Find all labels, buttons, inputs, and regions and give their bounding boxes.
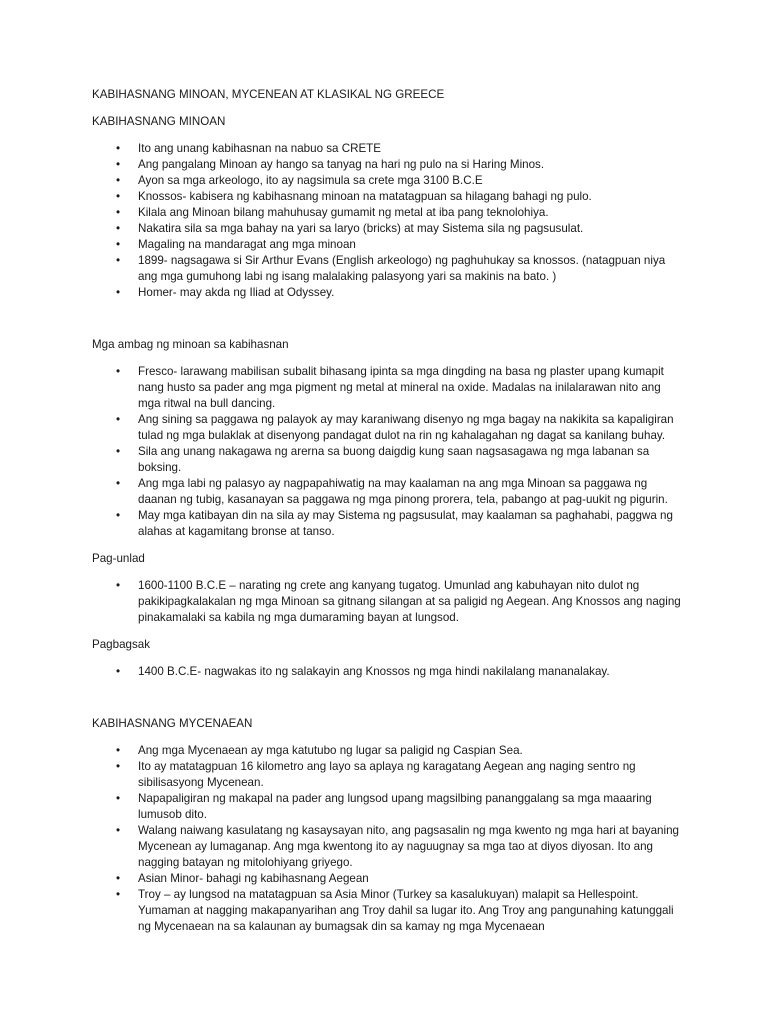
list-item: • Kilala ang Minoan bilang mahuhusay gumamit ng metal at iba pang teknolohiya. — [92, 205, 682, 221]
list-item: • Ito ay matatagpuan 16 kilometro ang layo sa aplaya ng karagatang Aegean ang naging sentro ng sibilisasyong Mycenean. — [92, 759, 682, 791]
mycenaean-bullet-list — [92, 743, 682, 935]
list-item: • Napapaligiran ng makapal na pader ang lungsod upang magsilbing pananggalang sa mga maaaring lumusob dito. — [92, 791, 682, 823]
list-item: • Nakatira sila sa mga bahay na yari sa laryo (bricks) at may Sistema sila ng pagsusulat. — [92, 221, 682, 237]
ambag-bullet-list — [92, 364, 682, 540]
list-item: • Homer- may akda ng Iliad at Odyssey. — [92, 285, 682, 301]
section-heading-mycenaean: KABIHASNANG MYCENAEAN — [92, 717, 253, 730]
list-item: • Ang pangalang Minoan ay hango sa tanyag na hari ng pulo na si Haring Minos. — [92, 157, 682, 173]
section-heading-pag-unlad: Pag-unlad — [92, 552, 145, 565]
document-content — [92, 87, 682, 935]
list-item: • May mga katibayan din na sila ay may Sistema ng pagsusulat, may kaalaman sa paghahabi, paggwa ng alahas at kagamitang bronse at tanso. — [92, 508, 682, 540]
list-item: • Ito ang unang kabihasnan na nabuo sa CRETE — [92, 141, 682, 157]
list-item: • 1600-1100 B.C.E – narating ng crete ang kanyang tugatog. Umunlad ang kabuhayan nito dulot ng pakikipagkalakalan ng mga Minoan sa gitnang silangan at sa paligid ng Aegean. Ang Knossos ang naging pinakamalaki sa kabila ng mga dumaraming bayan at lungsod. — [92, 578, 682, 626]
pagbagsak-bullet-list — [92, 664, 682, 680]
list-item: • Sila ang unang nakagawa ng arerna sa buong daigdig kung saan nagsasagawa ng mga labanan sa boksing. — [92, 444, 682, 476]
list-item: • 1400 B.C.E- nagwakas ito ng salakayin ang Knossos ng mga hindi nakilalang mananalakay. — [92, 664, 682, 680]
list-item: • Ang sining sa paggawa ng palayok ay may karaniwang disenyo ng mga bagay na nakikita sa kapaligiran tulad ng mga bulaklak at disenyong pandagat dulot na rin ng kahalagahan ng dagat sa kanilang buhay. — [92, 412, 682, 444]
pag-unlad-bullet-list — [92, 578, 682, 626]
list-item: • Ayon sa mga arkeologo, ito ay nagsimula sa crete mga 3100 B.C.E — [92, 173, 682, 189]
list-item: • Ang mga labi ng palasyo ay nagpapahiwatig na may kaalaman na ang mga Minoan sa paggawa ng daanan ng tubig, kasanayan sa paggawa ng mga pinong prorera, tela, pabango at pag-uukit ng pigurin. — [92, 476, 682, 508]
list-item: • Fresco- larawang mabilisan subalit bihasang ipinta sa mga dingding na basa ng plaster upang kumapit nang husto sa pader ang mga pigment ng metal at mineral na oxide. Madalas na inilalarawan nito ang mga ritwal na bull dancing. — [92, 364, 682, 412]
list-item: • Walang naiwang kasulatang ng kasaysayan nito, ang pagsasalin ng mga kwento ng mga hari at bayaning Mycenean ay lumaganap. Ang mga kwentong ito ay naguugnay sa mga tao at diyos diyosan. Ito ang nagging batayan ng mitolohiyang griyego. — [92, 823, 682, 871]
section-heading-pagbagsak: Pagbagsak — [92, 638, 151, 651]
list-item: • 1899- nagsagawa si Sir Arthur Evans (English arkeologo) ng paghuhukay sa knossos. (natagpuan niya ang mga gumuhong labi ng isang malalaking palasyong yari sa makinis na bato. ) — [92, 253, 682, 285]
minoan-bullet-list — [92, 141, 682, 301]
list-item: • Asian Minor- bahagi ng kabihasnang Aegean — [92, 871, 682, 887]
section-heading-ambag: Mga ambag ng minoan sa kabihasnan — [92, 338, 289, 351]
list-item: • Ang mga Mycenaean ay mga katutubo ng lugar sa paligid ng Caspian Sea. — [92, 743, 682, 759]
section-heading-minoan: KABIHASNANG MINOAN — [92, 115, 226, 128]
list-item: • Magaling na mandaragat ang mga minoan — [92, 237, 682, 253]
list-item: • Knossos- kabisera ng kabihasnang minoan na matatagpuan sa hilagang bahagi ng pulo. — [92, 189, 682, 205]
document-title: KABIHASNANG MINOAN, MYCENEAN AT KLASIKAL NG GREECE — [92, 88, 445, 101]
list-item: • Troy – ay lungsod na matatagpuan sa Asia Minor (Turkey sa kasalukuyan) malapit sa Hellespoint. Yumaman at nagging makapanyarihan ang Troy dahil sa lugar ito. Ang Troy ang pangunahing katunggali ng Mycenaean na sa kalaunan ay bumagsak din sa kamay ng mga Mycenaean — [92, 887, 682, 935]
